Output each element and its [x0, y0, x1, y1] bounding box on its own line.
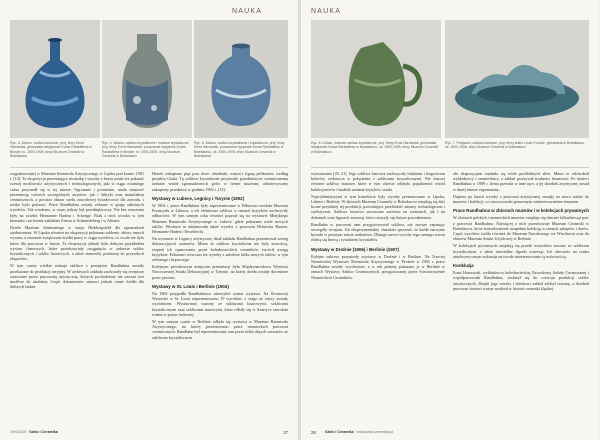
section-header: NAUKA: [232, 8, 263, 15]
paragraph: zorganizowanej w Muzeum Szemiosła Artystycznego w Lipsku pod koniec 1901 r. [12]. Ta ekspozycja prezentująca ceramikę i wyroby z bruzu miała też pokazać rozwój możliwości artystycznych i technologicznych, jaki w ciągu ostatniego czasu przyszedł się w tej mierze. Ogromnie i promienie, miała stanowić prezentację czterech szczególnych artystów, jak i faktyki oraz manufaktur ceramicznych, a porusza obszar wielu zawodowej świadowości dla zawodu, i trzeba było pokazać. Prace Randhahna zostały zebrane w grupy należnych wyrobów. Tak wiadomo, w czym jedyny był przedsiębiorczy. Nie bez znaczenia były na uczelni Hermanne Hadera i Schonge. Brak z nich wzroku w tym kierunku i na terenie zakładzie Ernsta w Schmiedeberg i w Altonie.: [10, 171, 144, 223]
vase-photo-2: [102, 20, 192, 138]
page-number: 27: [283, 430, 288, 435]
figure-caption-6: Ryc. 6. Dzban, matowe szkliwo krystaliczne, proj. firmy Ernst Harrawiak, gemarakta artyspecke Kunta Rarstaftess in Bolesławcu, ok. 1900-1905; dnny Muzeum Ceramiki w Bolesławcu: [311, 141, 439, 154]
paragraph: W tym samym czasie w Berlinie odbyła się wystawa w Muzeum Rzemiosła Artystycznego, na której prezentowano prace niemieckich pracowni ceramicznych. Randhahn był reprezentowany tam przez kilka dużych wazonów ze szkliwem krystalicznym.: [152, 319, 288, 340]
paragraph: W kolekcjach prywatnych znajdują się przede wszystkim wazony ze szkliwem krystalicznym, a także niewielkie figurki zwierząt. Ich obecność na rynku antykwarycznym wskazuje na trwałe zainteresowanie tą twórczością.: [453, 243, 589, 259]
subheading: Wystawy w Dreźnie (1906) i Berlinie (1907): [311, 246, 400, 252]
ashtray-photo: [445, 20, 589, 138]
paragraph: wytwarzanie [20, 21]. Jego szkliwa lustrowe zachwycały blaskiem i bogactwem kolorów, zwłaszcza w połączeniu z szkliwami krystalicznymi. Nie inaczej również szkliwo matowe, które w tym okresie zdobyło popularność wśród kolekcjonerów i budziło uznanie krytyków sztuki.: [311, 171, 445, 192]
subheading: Prace Randhahna w zbiorach muzeów i w kolekcjach prywatnych: [453, 208, 589, 214]
paragraph: Na 1904 przypadła Randhahnowi niezwykle ważna wystawa. Na Światowej Wystawie w St. Louis zaprezentowano 19 wyrobów, z czego aż cztery zostały wyróżnione. Wystawiano wazony ze szkliwami lustrowymi, szkliwami krystalicznymi oraz szkliwami matowymi, które odbiły się w Ameryce szerokim echem w prasie fachowej.: [152, 291, 288, 317]
right-page: [301, 0, 599, 440]
body-column-1: [10, 171, 144, 291]
body-column-2: [453, 171, 589, 293]
left-page: [0, 0, 299, 440]
subheading: Wystawy w Lubece, Legnicy i Turynie (1902): [152, 195, 245, 201]
paragraph: Na wystawie w Legnicy artystyczny dział zakładu Randhahna prezentował szereg dekoracyjnych wazonów. Mimo że szkliwa krystaliczne nie były nowością, stopień ich opanowania przez bolesławieckich ceramików zwrócił uwagę krytyków. Pokazano wówczas też wyroby z zaledwie kilku nowych szkliw, w tym zielonego i brązowego.: [152, 236, 288, 263]
paragraph: Randhahn w pracowni sam przygotowywał szkliwa, nie zawsze zapisując szczegóły receptur. Ich eksperymentalny charakter sprawiał, że każde naczynie bywało w pewnym sensie unikatowe. Dlatego nawet wyroby tego samego wzoru różnią się barwą i rysunkiem kryształów.: [311, 221, 445, 243]
vase-photo-1: [10, 20, 100, 138]
paragraph: Ernst Harrawiak, wykładowca bolesławieckiej Zawodowej Szkoły Ceramicznej i współpracownik Randhahna, zasłużył się do rozwoju produkcji szkliw artystycznych. Dzięki jego wiedzy i talentowi zakład zdobył renomę, a dorobek pracowni stanowi ważny rozdział w historii ceramiki śląskiej.: [453, 270, 589, 291]
jug-photo: [311, 20, 441, 138]
subheading: Konkluzja: [453, 263, 474, 269]
footer-issue: Szkło i Ceramika · www.szklo-ceramika.pl: [325, 430, 394, 434]
figure-caption-3: Ryc. 3. Wazon, szkliwo lustrowe, proj. firmy Ernst Harrawiak, gemarakta artyspecke Kunta Rarstaftess in Brosler, In. 1900-1905; dnny Muzeum Ceramiki w Bolesławcu: [10, 141, 92, 158]
body-column-1: [311, 171, 445, 282]
subheading: Wystawy w St. Louis i Berlinie (1904): [152, 283, 229, 289]
body-column-2: [152, 171, 288, 342]
figure-caption-5: Ryc. 5. Wazon, szkliwo krystaliczne i krystaliczne, proj. firmy Ernst Harrawiak, ponazamie nyspecke Kunta Rarstaftess in Bolesławcu, ok. 1900-1905; dnny Muzeum Ceramiki w Bolesławcu: [194, 141, 285, 158]
paragraph: W zbiorach polskich i niemieckich muzeów znajduje się obecnie kilkadziesiąt prac z pracowni Randhahna. Najwięcej z nich przechowuje Muzeum Ceramiki w Bolesławcu, które konsekwentnie uzupełnia kolekcję w ramach zakupów i darów. Część wyrobów trafiła również do Muzeum Narodowego we Wrocławiu oraz do zbiorów Muzeum Sztuki Użytkowej w Berlinie.: [453, 215, 589, 242]
paragraph: Najwybitniejszymi w tym kontekście były wyroby prezentowane w Lipsku, Lubece i Berlinie. W zbiorach Muzeum Ceramiki w Bolesławcu znajdują się dziś liczne przykłady tej produkcji, pozwalające prześledzić zmiany technologiczne i stylistyczne. Szkliwa lustrowe stosowano zarówno na wazonach, jak i na dzbanach oraz figurach zwierząt, które cieszyły się dużym powodzeniem.: [311, 193, 445, 220]
section-header: NAUKA: [311, 8, 342, 15]
paragraph: W 1902 r. prace Randhahna były zaprezentowane w Północno-czeskim Muzeum Przemysłu w Libercu, a ich efektowne szkliwa w ramach krytyków zachwyciły odbiorców. W tym samym roku również pojawił się na wystawie Miejskiego Muzeum Rzemiosła Artystycznego w Lubece, gdzie pokazano wiele nowych szkliw. Wystawa ta obejmowała także wyroby z pracowni Heinricha Bauera, Hermanne Haderi i Nesebrecht.: [152, 203, 288, 235]
paragraph: Dzieła Muzeum Jaśnieranego w stroju Heddwigsfeld dla zgromadzeń zjednoczenia. W Lipsku również na ekspozycji pokazano szklenie, zbiory innych wystaw, a znacznie zwiększone środki pracy w ciągu wyrobów, co wcale nie było łatwe dla pracowni w firmie. Ta ekspozycja jednak była dobrym przykładem wystaw firmowych, które przedstawiały osiągnięcia w zakresie szkliw krystalicznych i szkliw lustrowych, a także stanowiły podstawę do przyszłych eksportów.: [10, 225, 144, 262]
divider: [311, 167, 589, 168]
paragraph: ołu ekspozycjom znalazło się wiele pochlebnych słów. Mimo to odchodzili wykładowcy i rzemieślnicy, a zakład przeżywał trudności finansowe. Po śmierci Randhahna w 1909 r. firma przeszła w inne ręce, a jej dorobek artystyczny został w dużej mierze zapomniany.: [453, 171, 589, 192]
paragraph: Dopiero po latach wyroby z pracowni artystycznej zaczęły na nowo trafiać do muzeów i kolekcji, co zaowocowało ponownym zainteresowaniem tematem.: [453, 193, 589, 205]
page-number: 28: [311, 430, 316, 435]
paragraph: Hurteł; zakupiono pięć prac dwie: obrabiaki, wazon i figurę pelikanów, według projektu Gaula. Tę szkliwo krystaliczne przyniosło przedmiotowi ceramicznemu uznanie wśród zgromadzonych gości w tymże muzeum, odnotowywany zakupiony przedmiot w grudniu 1902 r. [13].: [152, 171, 288, 192]
figure-caption-4: Ryc. 4. Wazon, szkliwo krystaliczne i matowe krystaliczne, proj. firmy Ernst Harrawiak, ponazamie nyspecke Kunta Rarstaftess in Brosler, In. 1900-1905; dnny Muzeum Ceramiki w Bolesławcu: [102, 141, 190, 158]
paragraph: Kolejnym prestiżowym miejscem prezentacji była Międzynarodowa Wystawa Nowoczesnej Sztuki Dekoracyjnej w Turynie, na której dzieła zostały docenione przez jurorów.: [152, 264, 288, 280]
divider: [10, 167, 288, 168]
footer-issue: 19/4/2015 · Szkło i Ceramika: [10, 430, 58, 434]
vase-photo-3: [194, 20, 288, 138]
figure-caption-7: Ryc. 7. Podpaszt, szkliwo lustrowe, proj. firmy artkur Lesin-Funcke, gemarakta w Bolesławcu, ok. 1900-1906; dnny Muzeum Ceramiki w Bolesławcu: [445, 141, 586, 150]
paragraph: Kolejne sukcesy przyniosły wystawy w Dreźnie i w Berlinie. Na Trzeciej Niemieckiej Wystawie Rzemiosła Artystycznego w Dreźnie w 1906 r. prace Randhahna zostały wyróżnione, a w rok później pokazano je w Berlinie w ramach Wystawy Szkliw Ceramicznych, przygotowanej przez Stowarzyszenie Niemieckich Ceramików.: [311, 253, 445, 280]
paragraph: W tym czasie wielkie rodzaje szkliwa z przepisów Randhahna zostały przekazane do produkcji seryjnej. W archiwach zakładu zachowały się receptury stosowane przez pracownię artystyczną, których pochodzenie nie zawsze jest możliwe do ustalenia. Część dokumentów stanowi jednak cenne źródło dla dalszych badań.: [10, 263, 144, 290]
